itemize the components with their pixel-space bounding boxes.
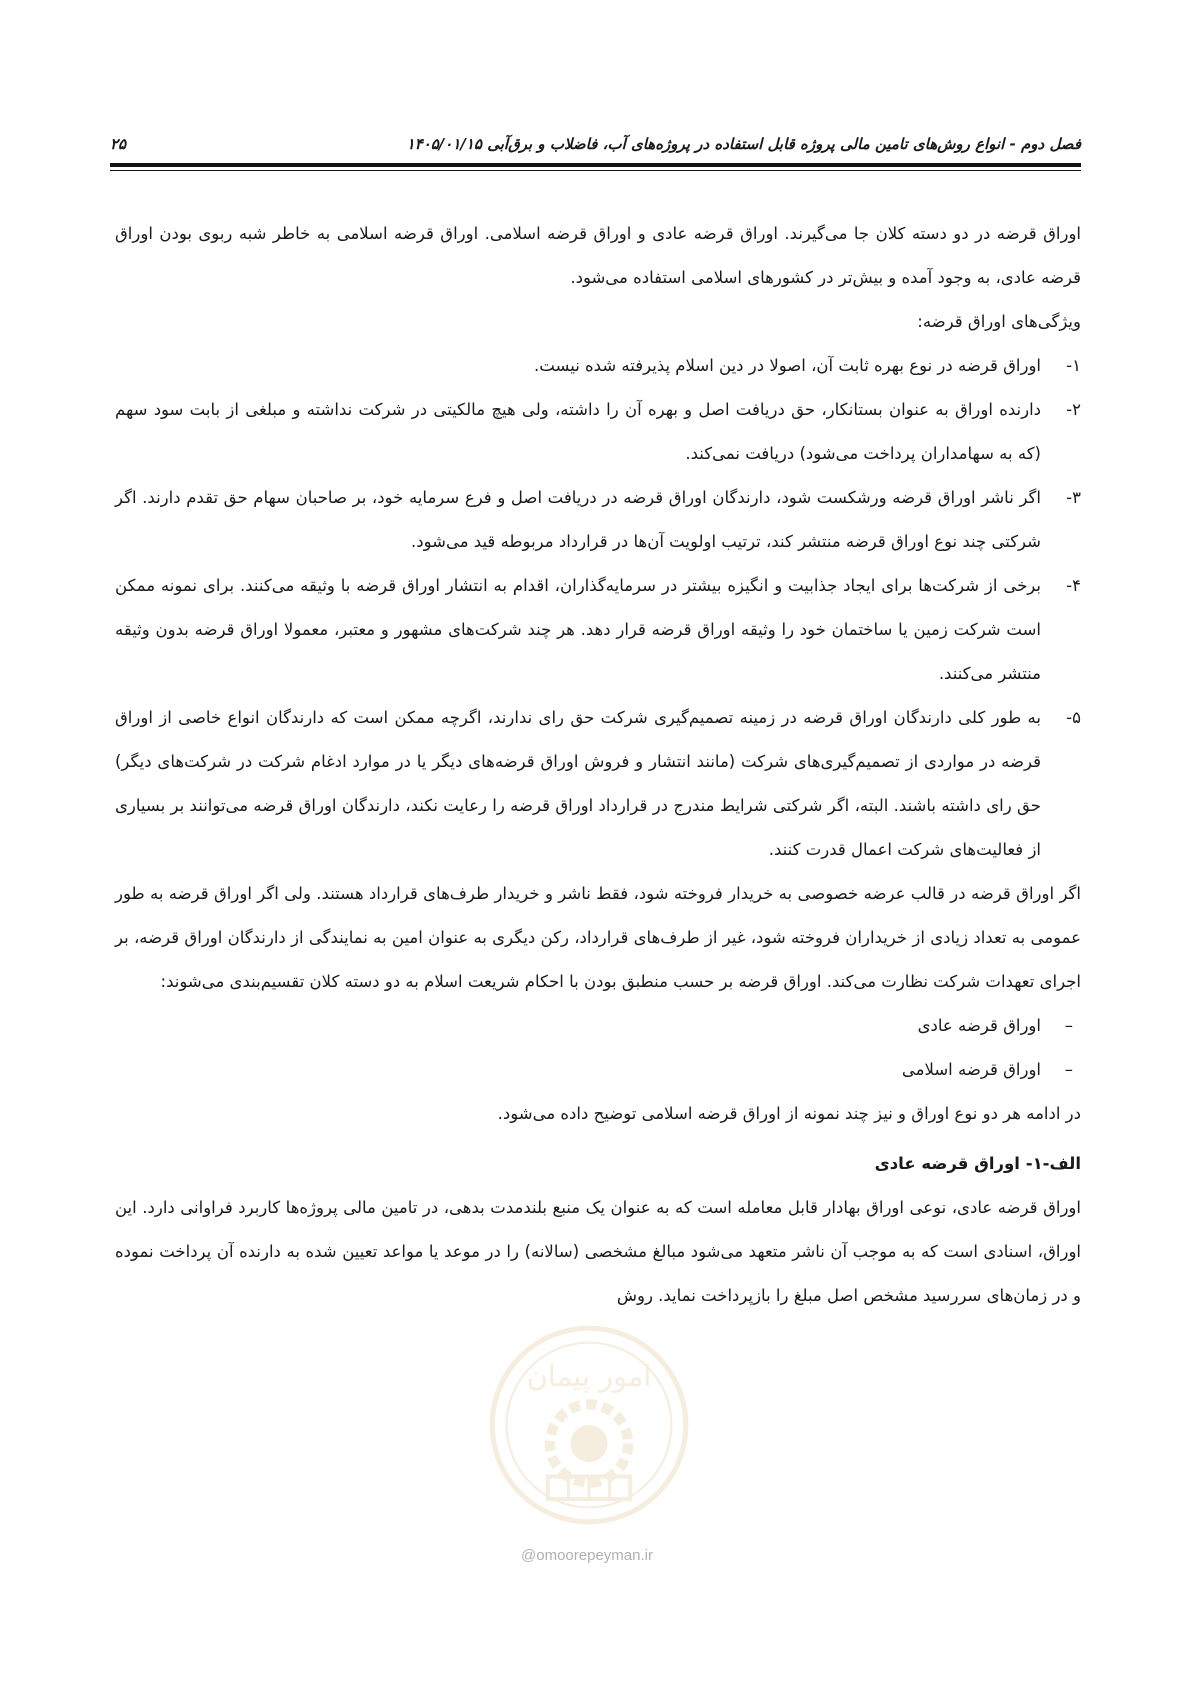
list-item — [115, 1048, 1081, 1092]
header-rule-thin — [110, 170, 1081, 171]
list-item — [115, 564, 1081, 696]
list-number: ۲- — [1066, 400, 1081, 419]
intro-paragraph: اوراق قرضه در دو دسته کلان جا می‌گیرند. اوراق قرضه عادی و اوراق قرضه اسلامی. اوراق قرضه اسلامی به خاطر شبه ربوی بودن اوراق قرضه عادی، به وجود آمده و بیش‌تر در کشورهای اسلامی استفاده می‌شود. — [115, 224, 1081, 287]
list-number: ۳- — [1066, 488, 1081, 507]
list-item-text: اوراق قرضه اسلامی — [901, 1060, 1041, 1079]
watermark-url: @omoorepeyman.ir — [521, 1547, 653, 1564]
list-number: ۱- — [1066, 356, 1081, 375]
list-number: ۵- — [1066, 708, 1081, 727]
bond-types-list — [115, 1004, 1081, 1092]
header-rule-thick — [110, 163, 1081, 167]
list-item — [115, 388, 1081, 476]
section-heading: الف-۱- اوراق قرضه عادی — [874, 1154, 1081, 1173]
list-item-text: اوراق قرضه عادی — [917, 1016, 1041, 1035]
header-title: فصل دوم - انواع روش‌های تامین مالی پروژه قابل استفاده در پروژه‌های آب، فاضلاب و برق‌آبی ۱۴۰۵/۰۱/۱۵ — [406, 135, 1081, 153]
list-number: ۴- — [1066, 576, 1081, 595]
features-list — [115, 344, 1081, 872]
page-header — [110, 132, 1081, 156]
body-text — [115, 212, 1081, 1318]
bond-issuance-paragraph: اگر اوراق قرضه در قالب عرضه خصوصی به خریدار فروخته شود، فقط ناشر و خریدار طرف‌های قرارداد هستند. ولی اگر اوراق قرضه به طور عمومی به تعداد زیادی از خریداران فروخته شود، غیر از طرف‌های قرارداد، رکن دیگری به عنوان امین به نمایندگی از دارندگان اوراق قرضه، بر اجرای تعهدات شرکت نظارت می‌کند. اوراق قرضه بر حسب منطبق بودن با احکام شریعت اسلام به دو دسته کلان تقسیم‌بندی می‌شوند: — [115, 884, 1081, 991]
list-item-text: اوراق قرضه در نوع بهره ثابت آن، اصولا در دین اسلام پذیرفته شده نیست. — [534, 356, 1041, 375]
list-item-text: دارنده اوراق به عنوان بستانکار، حق دریافت اصل و بهره آن را داشته، ولی هیچ مالکیتی در شرکت نداشته و مبلغی از بابت سود سهم (که به سهامداران پرداخت می‌شود) دریافت نمی‌کند. — [115, 400, 1041, 463]
features-heading: ویژگی‌های اوراق قرضه: — [917, 312, 1081, 331]
list-item-text: برخی از شرکت‌ها برای ایجاد جذابیت و انگیزه بیشتر در سرمایه‌گذاران، اقدام به انتشار اوراق قرضه با وثیقه می‌کنند. برای نمونه ممکن است شرکت زمین یا ساختمان خود را وثیقه اوراق قرضه قرار دهد. هر چند شرکت‌های مشهور و معتبر، معمولا اوراق قرضه بدون وثیقه منتشر می‌کنند. — [115, 576, 1041, 683]
continuation-paragraph: در ادامه هر دو نوع اوراق و نیز چند نمونه از اوراق قرضه اسلامی توضیح داده می‌شود. — [497, 1104, 1081, 1123]
list-item — [115, 696, 1081, 872]
watermark-logo-text: امور پیمان — [526, 1358, 652, 1393]
list-item — [115, 476, 1081, 564]
watermark-logo — [486, 1322, 692, 1528]
list-dash: – — [1064, 1060, 1073, 1079]
list-item-text: اگر ناشر اوراق قرضه ورشکست شود، دارندگان اوراق قرضه در دریافت اصل و فرع سرمایه خود، بر صاحبان سهام حق تقدم دارند. اگر شرکتی چند نوع اوراق قرضه منتشر کند، ترتیب اولویت آن‌ها در قرارداد مربوطه قید می‌شود. — [115, 488, 1041, 551]
list-dash: – — [1064, 1016, 1073, 1035]
regular-bonds-paragraph: اوراق قرضه عادی، نوعی اوراق بهادار قابل معامله است که به عنوان یک منبع بلندمدت بدهی، در تامین مالی پروژه‌ها کاربرد فراوانی دارد. این اوراق، اسنادی است که به موجب آن ناشر متعهد می‌شود مبالغ مشخصی (سالانه) را در موعد یا مواعد تعیین شده به دارنده آن پرداخت نموده و در زمان‌های سررسید مشخص اصل مبلغ را بازپرداخت نماید. روش — [115, 1198, 1081, 1305]
list-item — [115, 344, 1081, 388]
list-item-text: به طور کلی دارندگان اوراق قرضه در زمینه تصمیم‌گیری شرکت حق رای ندارند، اگرچه ممکن است که دارندگان انواع خاصی از اوراق قرضه در مواردی از تصمیم‌گیری‌های شرکت (مانند انتشار و فروش اوراق قرضه‌های دیگر یا در موارد ادغام شرکت در شرکت‌های دیگر) حق رای داشته باشند. البته، اگر شرکتی شرایط مندرج در قرارداد اوراق قرضه را رعایت نکند، دارندگان اوراق قرضه می‌توانند بر بسیاری از فعالیت‌های شرکت اعمال قدرت کنند. — [115, 708, 1041, 859]
list-item — [115, 1004, 1081, 1048]
page-number: ۲۵ — [110, 135, 127, 153]
